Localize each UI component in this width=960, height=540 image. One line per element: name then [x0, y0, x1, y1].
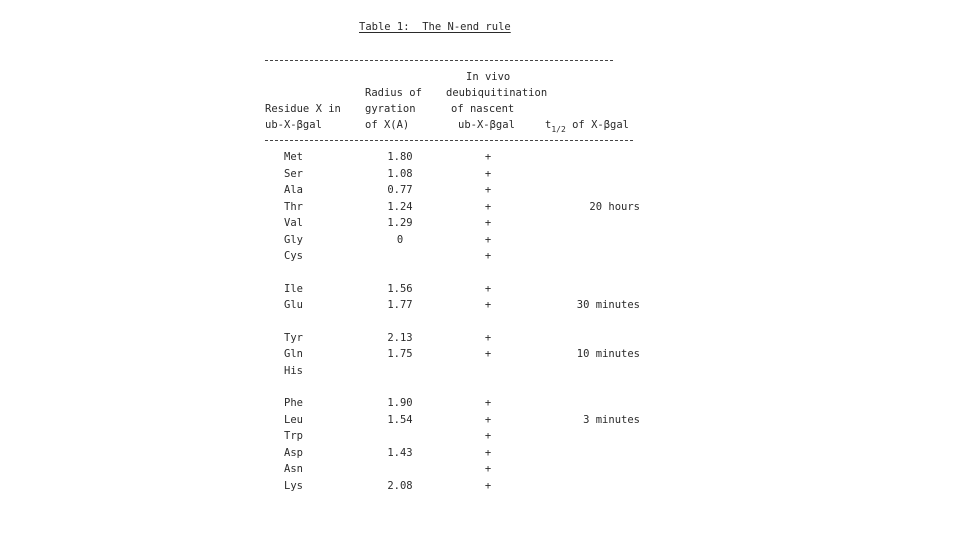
header-deub-line3: of nascent [451, 103, 515, 115]
deubiquitination-cell: + [484, 479, 492, 492]
residue-cell: Val [284, 217, 303, 229]
radius-cell: 1.77 [387, 299, 413, 311]
residue-cell: His [284, 364, 303, 377]
radius-cell: 1.56 [387, 282, 413, 295]
header-half-life-suffix: of X-βgal [565, 119, 629, 131]
radius-cell: 0 [396, 233, 404, 246]
residue-cell: Trp [284, 430, 303, 442]
residue-cell: Tyr [284, 331, 303, 344]
radius-cell: 1.75 [387, 348, 413, 360]
residue-cell: Asp [284, 446, 303, 459]
residue-cell: Gln [284, 348, 303, 360]
deubiquitination-cell: + [484, 331, 492, 344]
table-title: Table 1: The N-end rule [359, 21, 511, 33]
radius-cell: 2.13 [387, 331, 413, 344]
deubiquitination-cell: + [484, 282, 492, 295]
half-life-cell: 10 minutes [576, 348, 640, 360]
deubiquitination-cell: + [484, 151, 492, 163]
radius-cell: 1.90 [387, 397, 413, 409]
header-half-life [545, 119, 629, 132]
deubiquitination-cell: + [484, 184, 492, 196]
deubiquitination-cell: + [484, 413, 492, 426]
residue-cell: Ile [284, 282, 303, 295]
residue-cell: Leu [284, 413, 303, 426]
deubiquitination-cell: + [484, 200, 492, 213]
header-radius-line1: Radius of [365, 87, 422, 99]
deubiquitination-cell: + [484, 430, 492, 442]
deubiquitination-cell: + [484, 250, 492, 262]
radius-cell: 1.29 [387, 217, 413, 229]
deubiquitination-cell: + [484, 446, 492, 459]
header-radius-line3: of X(A) [365, 119, 410, 131]
header-residue-line2: ub-X-βgal [265, 119, 322, 131]
residue-cell: Cys [284, 250, 303, 262]
deubiquitination-cell: + [484, 463, 492, 475]
radius-cell: 1.54 [387, 413, 413, 426]
header-half-life-subscript: 1/2 [551, 125, 566, 134]
residue-cell: Ala [284, 184, 303, 196]
residue-cell: Phe [284, 397, 303, 409]
header-top-rule [265, 60, 613, 61]
residue-cell: Asn [284, 463, 303, 475]
residue-cell: Glu [284, 299, 303, 311]
header-radius-line2: gyration [365, 103, 416, 115]
half-life-cell: 20 hours [589, 200, 640, 213]
header-bottom-rule [265, 140, 633, 141]
radius-cell: 1.80 [387, 151, 413, 163]
deubiquitination-cell: + [484, 348, 492, 360]
radius-cell: 1.08 [387, 167, 413, 180]
header-deub-line2: deubiquitination [446, 87, 548, 99]
residue-cell: Ser [284, 167, 303, 180]
radius-cell: 0.77 [387, 184, 413, 196]
deubiquitination-cell: + [484, 217, 492, 229]
header-residue-line1: Residue X in [265, 103, 341, 115]
radius-cell: 1.43 [387, 446, 413, 459]
half-life-cell: 3 minutes [583, 413, 640, 426]
residue-cell: Met [284, 151, 303, 163]
deubiquitination-cell: + [484, 299, 492, 311]
residue-cell: Thr [284, 200, 303, 213]
header-half-life-prefix: t [545, 119, 552, 131]
radius-cell: 1.24 [387, 200, 413, 213]
header-deub-line1: In vivo [466, 71, 511, 83]
header-deub-line4: ub-X-βgal [458, 119, 515, 131]
deubiquitination-cell: + [484, 167, 492, 180]
half-life-cell: 30 minutes [576, 299, 640, 311]
radius-cell: 2.08 [387, 479, 413, 492]
deubiquitination-cell: + [484, 397, 492, 409]
residue-cell: Lys [284, 479, 303, 492]
deubiquitination-cell: + [484, 233, 492, 246]
residue-cell: Gly [284, 233, 303, 246]
